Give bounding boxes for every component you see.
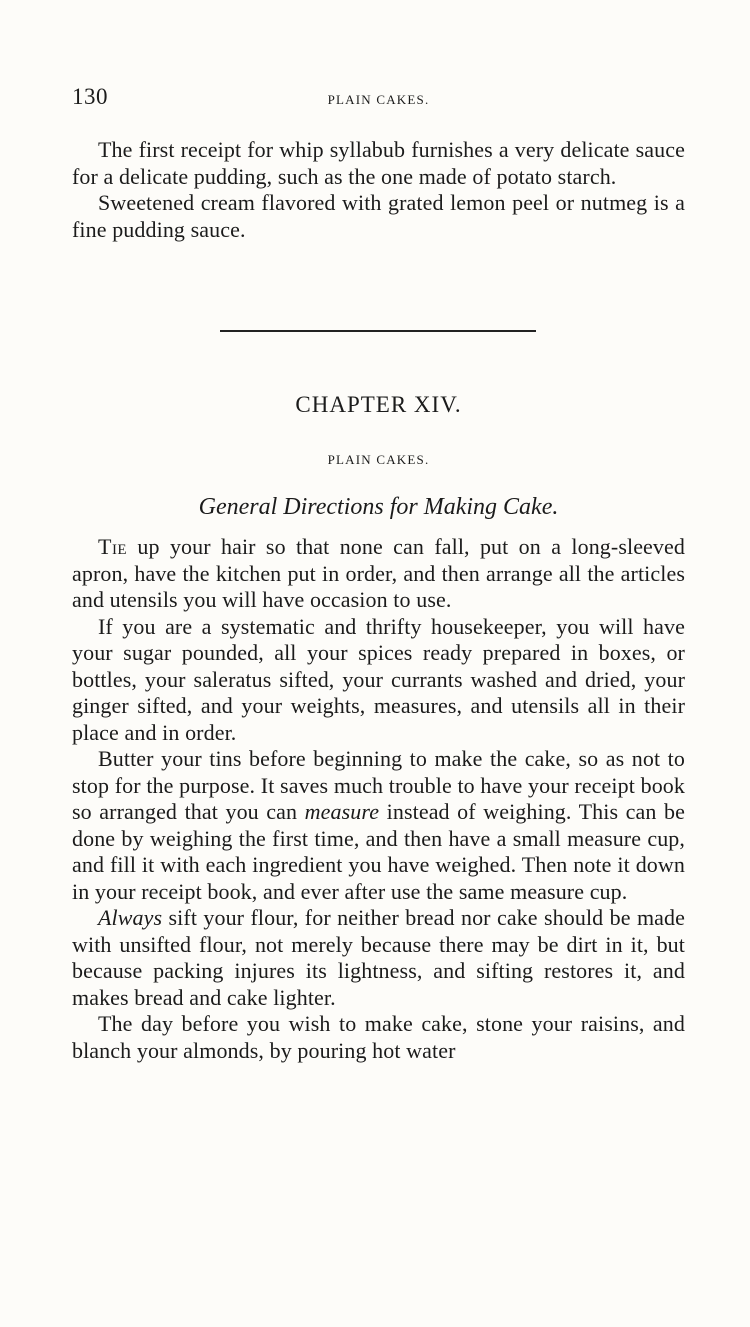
intro-paragraph-1: The first receipt for whip syllabub furnishes a very delicate sauce for a delicate pudding, such as the one made of potato starch. (72, 137, 685, 189)
drop-word: Tie (98, 534, 128, 559)
page-number: 130 (72, 84, 108, 109)
body-paragraph-3-text-b: instead of weighing. This can be done by weighing the first time, and then have a small measure cup, and fill it with each ingredient you have weighed. Then note it down in your receipt book, and ever after use the same measure cup. (72, 799, 686, 904)
body-paragraph-3 (72, 746, 685, 905)
body-paragraph-4 (72, 905, 685, 1011)
section-divider (220, 330, 536, 332)
body-paragraph-2: If you are a systematic and thrifty housekeeper, you will have your sugar pounded, all your spices ready prepared in boxes, or bottles, your saleratus sifted, your currants washed and dried, your ginger sifted, and your weights, measures, and utensils all in their place and in order. (72, 613, 685, 745)
chapter-title: CHAPTER XIV. (295, 392, 462, 417)
running-head (72, 84, 685, 114)
chapter-subtitle: PLAIN CAKES. (327, 452, 430, 467)
emphasis-always: Always (98, 905, 163, 930)
body-paragraph-1 (72, 534, 685, 614)
running-title: PLAIN CAKES. (327, 92, 430, 107)
intro-paragraph-2: Sweetened cream flavored with grated lemon peel or nutmeg is a fine pudding sauce. (72, 190, 685, 242)
section-heading: General Directions for Making Cake. (198, 494, 559, 520)
body-paragraph-1-text: up your hair so that none can fall, put on a long-sleeved apron, have the kitchen put in order, and then arrange all the articles and utensils you will have occasion to use. (72, 534, 685, 612)
emphasis-measure: measure (304, 799, 380, 824)
intro-text (72, 137, 685, 243)
chapter-body (72, 534, 685, 1064)
body-paragraph-5: The day before you wish to make cake, stone your raisins, and blanch your almonds, by pouring hot water (72, 1011, 685, 1063)
body-paragraph-3-text-a: Butter your tins before beginning to make the cake, so as not to stop for the purpose. It saves much trouble to have your receipt book so arranged that you can (72, 746, 685, 824)
body-paragraph-4-text: sift your flour, for neither bread nor cake should be made with unsifted flour, not merely because there may be dirt in it, but because packing injures its lightness, and sifting restores it, and makes bread and cake lighter. (72, 905, 685, 1010)
